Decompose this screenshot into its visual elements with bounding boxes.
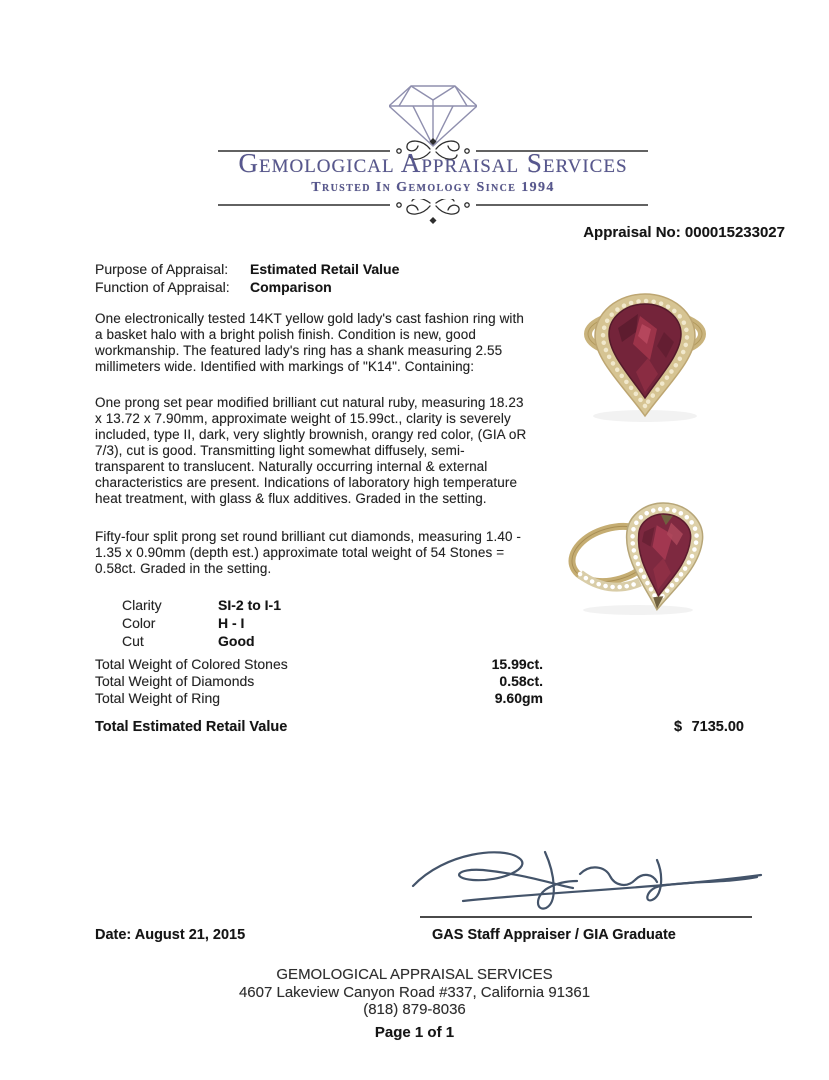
grade-value: Good: [218, 633, 255, 649]
grade-label: Cut: [122, 633, 144, 649]
meta-label: Purpose of Appraisal:: [95, 261, 229, 277]
footer-phone: (818) 879-8036: [363, 1001, 466, 1018]
page-number: Page 1 of 1: [374, 1023, 455, 1041]
ring-description-paragraph: One electronically tested 14KT yellow gold lady's cast fashion ring with a basket halo with a bright polish finish. Condition is new, good workmanship. The featured lady's ring has a shank measuring 2.55 millimeters wide. Identified with markings of "K14". Containing:: [95, 311, 524, 374]
currency-symbol: $: [674, 719, 683, 735]
grade-row: [122, 596, 281, 614]
appraisal-meta: [95, 261, 525, 296]
company-logo-title: Gemological Appraisal Services: [238, 148, 628, 178]
total-row: [95, 673, 543, 690]
retail-value-amount: [674, 719, 744, 735]
flourish-rule-bottom-icon: [218, 199, 648, 227]
grade-row: [122, 632, 281, 650]
total-value: 15.99ct.: [491, 656, 543, 672]
weight-totals-table: [95, 656, 543, 707]
total-label: Total Weight of Ring: [95, 690, 221, 706]
ring-photo-side-view: [568, 492, 716, 618]
meta-label: Function of Appraisal:: [95, 278, 230, 295]
meta-value: Comparison: [250, 278, 332, 295]
ruby-description-paragraph: One prong set pear modified brilliant cut natural ruby, measuring 18.23 x 13.72 x 7.90mm, approximate weight of 15.99ct., clarity is severely included, type II, dark, very slightly brownish, orangy red color, (GIA oR 7/3), cut is good. Transmitting light somewhat diffusely, semi-transparent to translucent. Naturally occurring internal & external characteristics are present. Indications of laboratory high temperature heat treatment, with glass & flux additives. Graded in the setting.: [95, 395, 527, 506]
total-row: [95, 656, 543, 673]
footer-address: 4607 Lakeview Canyon Road #337, California 91361: [238, 983, 591, 1001]
diamond-grade-table: [122, 596, 281, 650]
meta-row: [95, 261, 525, 279]
meta-value: Estimated Retail Value: [250, 261, 400, 277]
grade-label: Color: [122, 615, 156, 631]
ring-photo-front-view: [578, 284, 713, 424]
appraisal-number: Appraisal No: 000015233027: [583, 224, 785, 241]
footer-company-name: GEMOLOGICAL APPRAISAL SERVICES: [276, 966, 553, 983]
retail-value-row: [0, 719, 829, 739]
total-label: Total Weight of Colored Stones: [95, 656, 288, 672]
grade-row: [122, 614, 281, 632]
company-logo-tagline: Trusted In Gemology Since 1994: [311, 180, 555, 195]
amount: 7135.00: [691, 719, 744, 735]
signature-image: [405, 844, 765, 914]
appraisal-date: Date: August 21, 2015: [95, 927, 246, 943]
total-value: 0.58ct.: [499, 673, 543, 689]
total-row: [95, 690, 543, 707]
diamonds-description-paragraph: Fifty-four split prong set round brilliant cut diamonds, measuring 1.40 - 1.35 x 0.90mm (depth est.) approximate total weight of 54 Stones = 0.58ct. Graded in the setting.: [95, 529, 521, 576]
meta-row: [95, 279, 525, 297]
total-label: Total Weight of Diamonds: [95, 673, 255, 689]
signature-line: [420, 916, 752, 918]
appraiser-title: GAS Staff Appraiser / GIA Graduate: [432, 927, 676, 943]
grade-label: Clarity: [122, 597, 162, 613]
grade-value: H - I: [218, 615, 245, 631]
total-value: 9.60gm: [494, 690, 543, 706]
grade-value: SI-2 to I-1: [218, 597, 282, 613]
document-footer: [0, 966, 829, 1041]
retail-value-label: Total Estimated Retail Value: [95, 719, 288, 735]
